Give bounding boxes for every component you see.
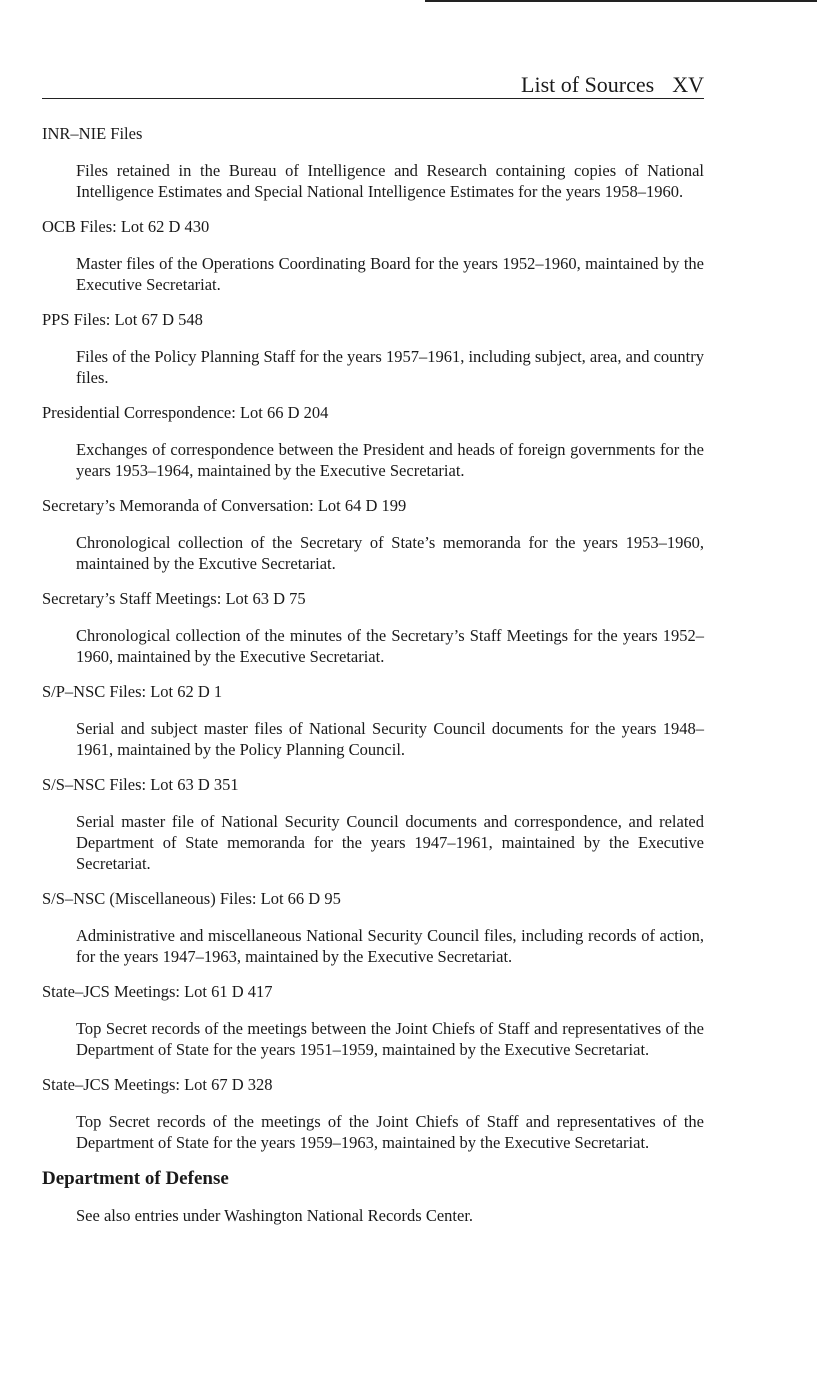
source-entry [42, 888, 704, 967]
entry-description: Files retained in the Bureau of Intelligence and Research containing copies of National Intelligence Estimates and Special National Intelligence Estimates for the years 1958–1960. [76, 161, 704, 201]
source-entry [42, 216, 704, 295]
entry-description: Master files of the Operations Coordinating Board for the years 1952–1960, maintained by the Executive Secretariat. [76, 254, 704, 294]
entry-title: Secretary’s Memoranda of Conversation: Lot 64 D 199 [42, 496, 407, 515]
source-entry [42, 123, 704, 202]
entry-title: Presidential Correspondence: Lot 66 D 204 [42, 403, 329, 422]
entry-description: Administrative and miscellaneous National Security Council files, including records of action, for the years 1947–1963, maintained by the Executive Secretariat. [76, 926, 704, 966]
entry-title: OCB Files: Lot 62 D 430 [42, 217, 210, 236]
entry-description: Serial master file of National Security Council documents and correspondence, and related Department of State memoranda for the years 1947–1961, maintained by the Executive Secretariat. [76, 812, 704, 873]
top-edge-rule [425, 0, 817, 2]
entry-description: Files of the Policy Planning Staff for the years 1957–1961, including subject, area, and country files. [76, 347, 704, 387]
source-entry [42, 309, 704, 388]
entry-description: Top Secret records of the meetings of the Joint Chiefs of Staff and representatives of the Department of State for the years 1959–1963, maintained by the Executive Secretariat. [76, 1112, 704, 1152]
entry-description: Chronological collection of the minutes of the Secretary’s Staff Meetings for the years 1952–1960, maintained by the Executive Secretariat. [76, 626, 704, 666]
source-entry [42, 981, 704, 1060]
source-entry [42, 681, 704, 760]
entry-title: State–JCS Meetings: Lot 67 D 328 [42, 1075, 273, 1094]
running-header [42, 72, 704, 99]
source-entry [42, 588, 704, 667]
source-entry [42, 1074, 704, 1153]
source-entry [42, 402, 704, 481]
source-list [42, 123, 704, 1226]
entry-description: Top Secret records of the meetings between the Joint Chiefs of Staff and representatives of the Department of State for the years 1951–1959, maintained by the Executive Secretariat. [76, 1019, 704, 1059]
entry-title: Secretary’s Staff Meetings: Lot 63 D 75 [42, 589, 306, 608]
section-description: See also entries under Washington National Records Center. [76, 1206, 474, 1225]
source-entry [42, 495, 704, 574]
page-number: XV [672, 72, 704, 97]
source-entry [42, 774, 704, 874]
entry-title: PPS Files: Lot 67 D 548 [42, 310, 203, 329]
entry-title: State–JCS Meetings: Lot 61 D 417 [42, 982, 273, 1001]
entry-description: Exchanges of correspondence between the President and heads of foreign governments for the years 1953–1964, maintained by the Executive Secretariat. [76, 440, 704, 480]
entry-description: Chronological collection of the Secretary of State’s memoranda for the years 1953–1960, maintained by the Excutive Secretariat. [76, 533, 704, 573]
running-header-title: List of Sources [521, 72, 655, 97]
entry-title: S/S–NSC (Miscellaneous) Files: Lot 66 D 95 [42, 889, 341, 908]
entry-title: S/S–NSC Files: Lot 63 D 351 [42, 775, 239, 794]
entry-title: S/P–NSC Files: Lot 62 D 1 [42, 682, 223, 701]
section-heading: Department of Defense [42, 1168, 229, 1189]
entry-title: INR–NIE Files [42, 124, 143, 143]
entry-description: Serial and subject master files of National Security Council documents for the years 1948–1961, maintained by the Policy Planning Council. [76, 719, 704, 759]
